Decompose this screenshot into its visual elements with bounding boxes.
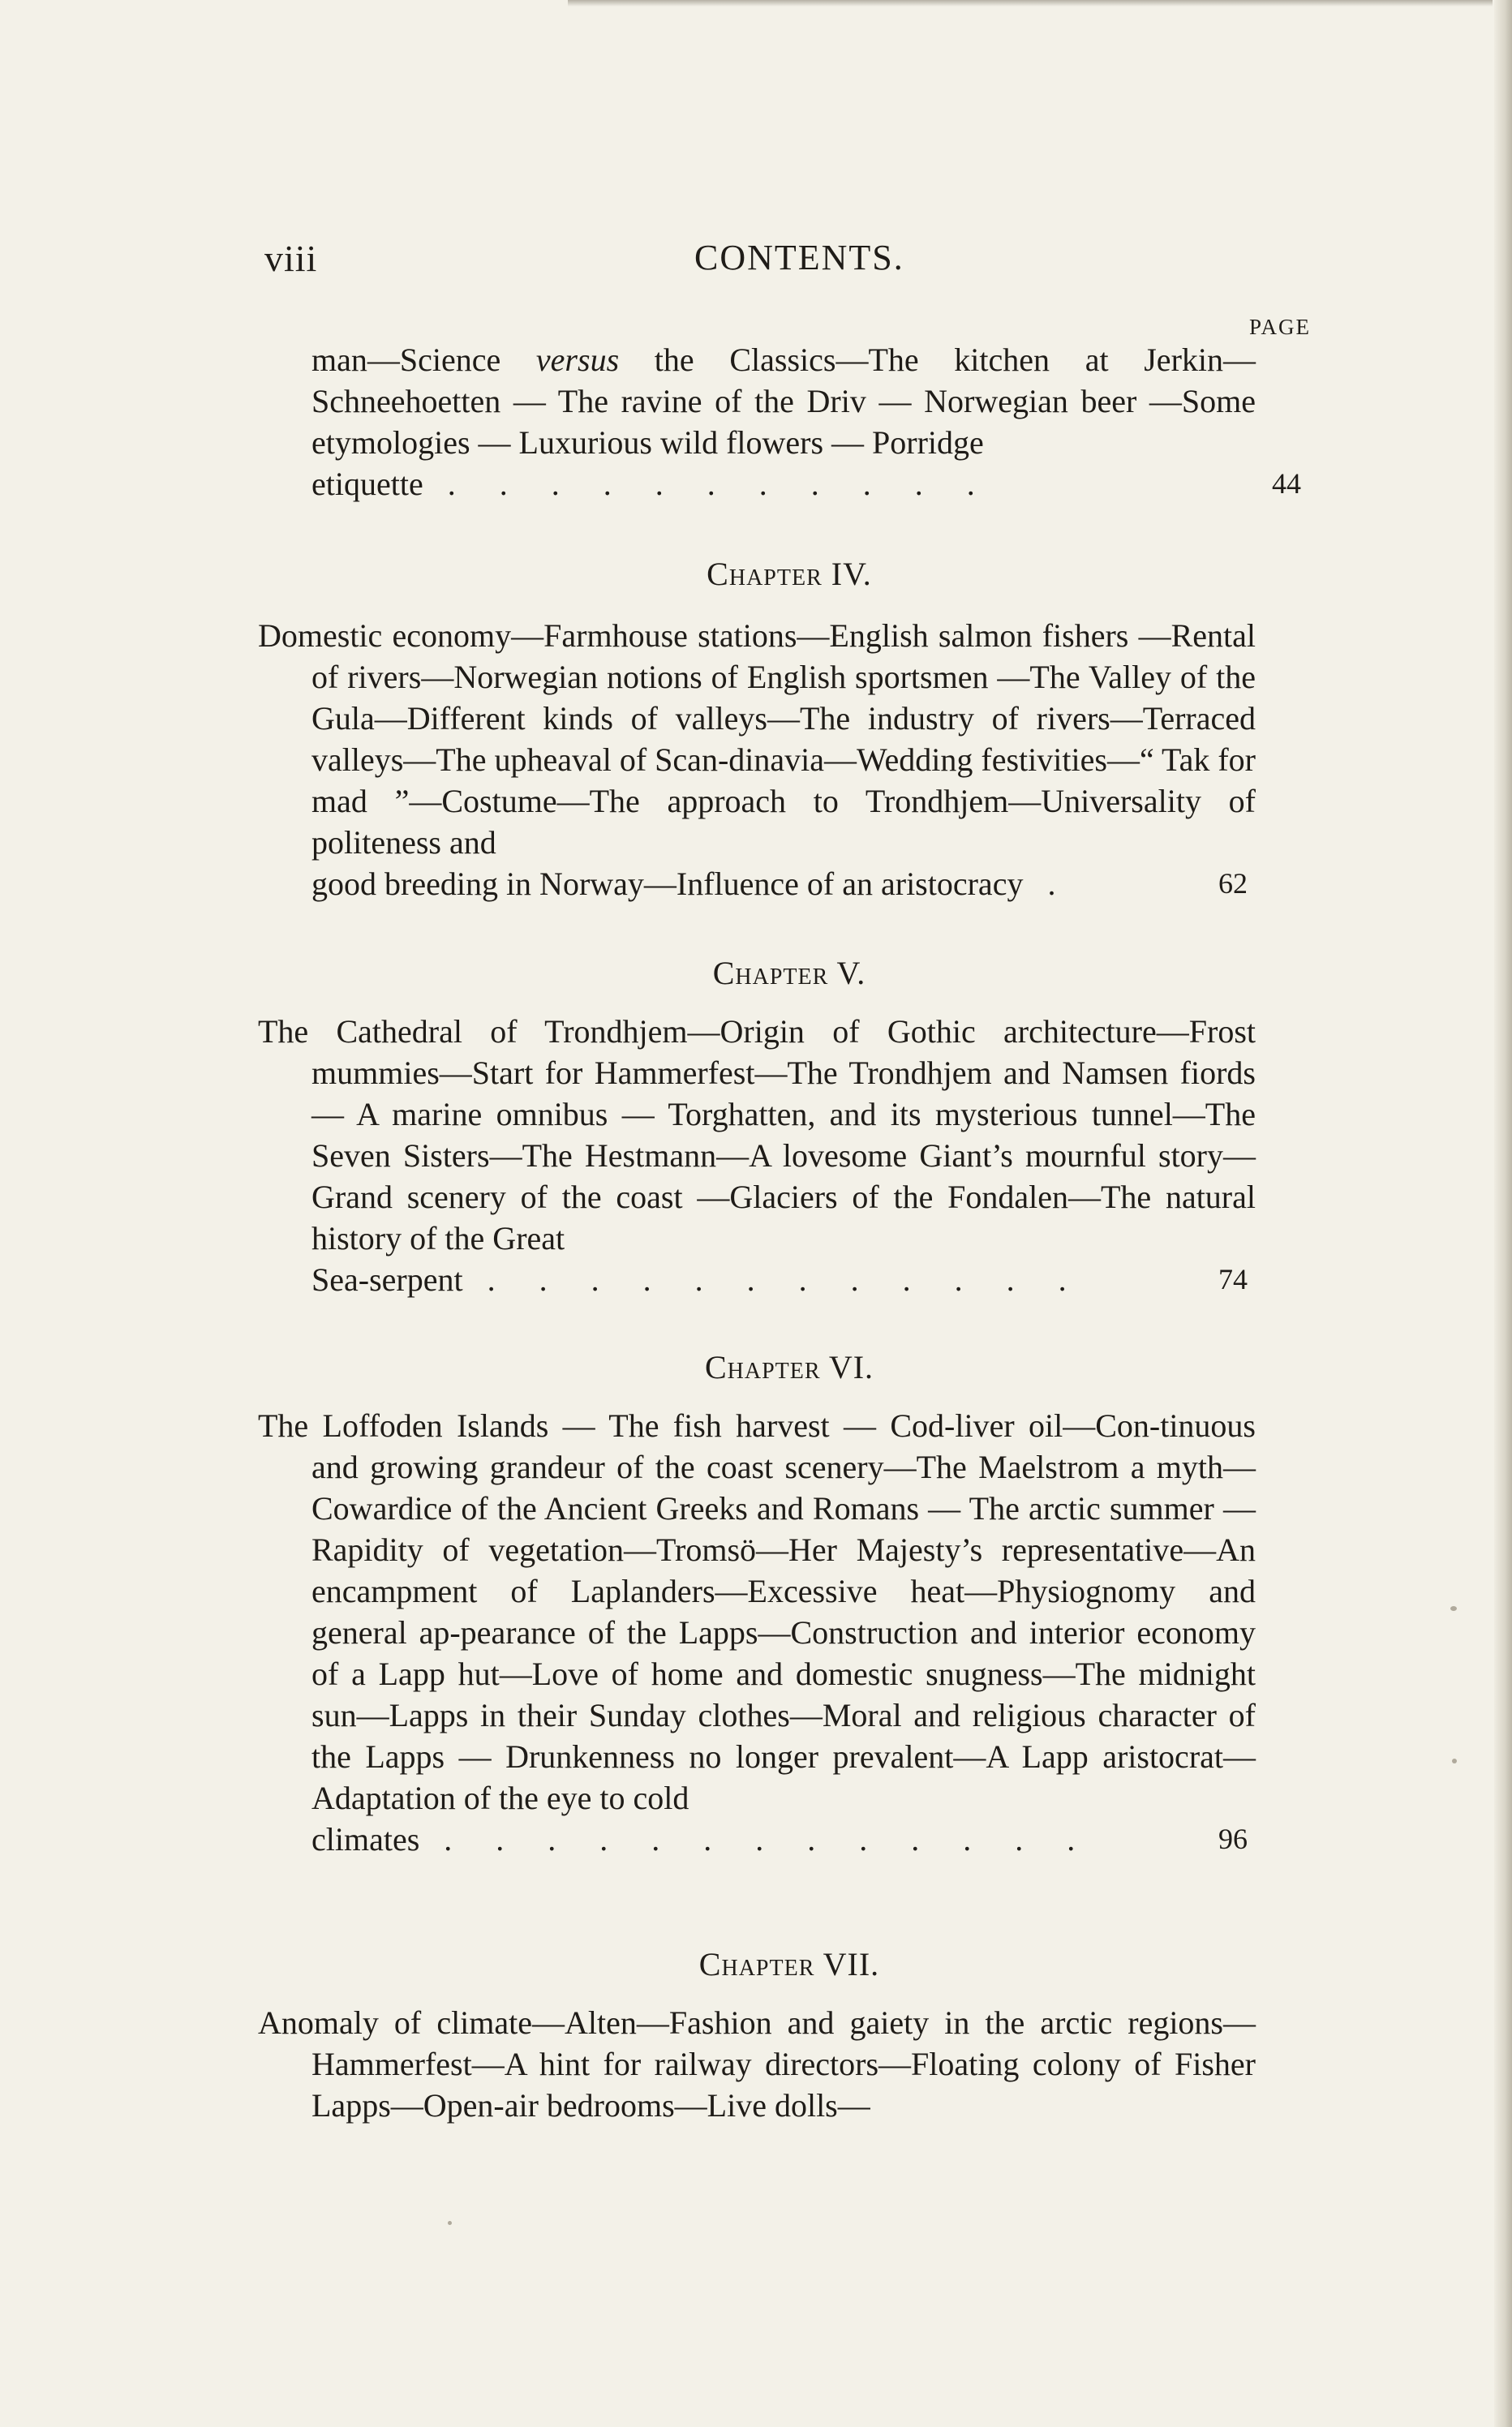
entry-last-line: etiquette xyxy=(311,466,423,502)
entry-text: Anomaly of climate—Alten—Fashion and gaiety in the arctic regions—Hammerfest—A hint for railway directors—Floating colony of Fisher Lapps—Open-air bedrooms—Live dolls— xyxy=(258,2004,1256,2124)
running-head: CONTENTS. xyxy=(694,238,904,277)
chapter-heading-vii: Chapter VII. xyxy=(698,1946,880,1982)
page-edge xyxy=(1494,0,1512,2427)
toc-entry-chapter-4 xyxy=(258,615,1321,904)
toc-entry-chapter-3-continued xyxy=(258,339,1321,505)
entry-summary xyxy=(258,1011,1321,1300)
leader-dots: . . . . . . . . . . . xyxy=(447,466,993,502)
chapter-heading-vi: Chapter VI. xyxy=(704,1349,874,1385)
page-number: 44 xyxy=(1272,467,1301,500)
chapter-heading-v: Chapter V. xyxy=(712,955,866,991)
toc-entry-chapter-6 xyxy=(258,1405,1321,1860)
leader-dots: . . . . . . . . . . . . xyxy=(487,1261,1085,1298)
entry-last-line: climates xyxy=(311,1821,420,1858)
leader-dots: . xyxy=(1047,866,1074,902)
entry-text: The Loffoden Islands — The fish harvest — Cod-liver oil—Con-tinuous and growing grandeur of the coast scenery—The Maelstrom a myth—Cowardice of the Ancient Greeks and Romans — The arctic summer — Rapidity of vegetation—Tromsö—Her Majesty’s representative—An encampment of Laplanders—Excessive heat—Physiognomy and general ap-pearance of the Lapps—Construction and interior economy of a Lapp hut—Love of home and domestic snugness—The midnight sun—Lapps in their Sunday clothes—Moral and religious character of the Lapps — Drunkenness no longer prevalent—A Lapp aristocrat—Adaptation of the eye to cold xyxy=(258,1407,1256,1816)
entry-text: Domestic economy—Farmhouse stations—English salmon fishers —Rental of rivers—Norwegian notions of English sportsmen —The Valley of the Gula—Different kinds of valleys—The industry of rivers—Terraced valleys—The upheaval of Scan-dinavia—Wedding festivities—“ Tak for mad ”—Costume—The approach to Trondhjem—Universality of politeness and xyxy=(258,617,1256,861)
entry-summary xyxy=(258,1405,1321,1860)
page-number: 74 xyxy=(1218,1263,1248,1295)
entry-last-line: good breeding in Norway—Influence of an aristocracy xyxy=(311,866,1024,902)
paper-speck xyxy=(1452,1759,1457,1763)
chapter-heading-iv: Chapter IV. xyxy=(707,556,872,592)
entry-summary xyxy=(258,615,1321,904)
entry-summary xyxy=(258,339,1321,505)
toc-entry-chapter-5 xyxy=(258,1011,1321,1300)
page-top-shadow xyxy=(568,0,1493,6)
toc-entry-chapter-7 xyxy=(258,2002,1321,2126)
page-column-label: PAGE xyxy=(1249,315,1312,339)
leader-dots: . . . . . . . . . . . . . xyxy=(444,1821,1093,1858)
entry-text: man—Science versus the Classics—The kitchen at Jerkin—Schneehoetten — The ravine of the Driv — Norwegian beer —Some etymologies — Luxurious wild flowers — Porridge xyxy=(311,341,1256,461)
folio: viii xyxy=(264,238,318,279)
entry-text: The Cathedral of Trondhjem—Origin of Gothic architecture—Frost mummies—Start for Hammerfest—The Trondhjem and Namsen fiords — A marine omnibus — Torghatten, and its mysterious tunnel—The Seven Sisters—The Hestmann—A lovesome Giant’s mournful story—Grand scenery of the coast —Glaciers of the Fondalen—The natural history of the Great xyxy=(258,1013,1256,1256)
entry-summary xyxy=(258,2002,1321,2126)
paper-speck xyxy=(448,2221,452,2225)
paper-speck xyxy=(1450,1606,1457,1611)
page-number: 96 xyxy=(1218,1823,1248,1855)
page-header xyxy=(264,237,1286,286)
page-number: 62 xyxy=(1218,867,1248,900)
entry-last-line: Sea-serpent xyxy=(311,1261,463,1298)
